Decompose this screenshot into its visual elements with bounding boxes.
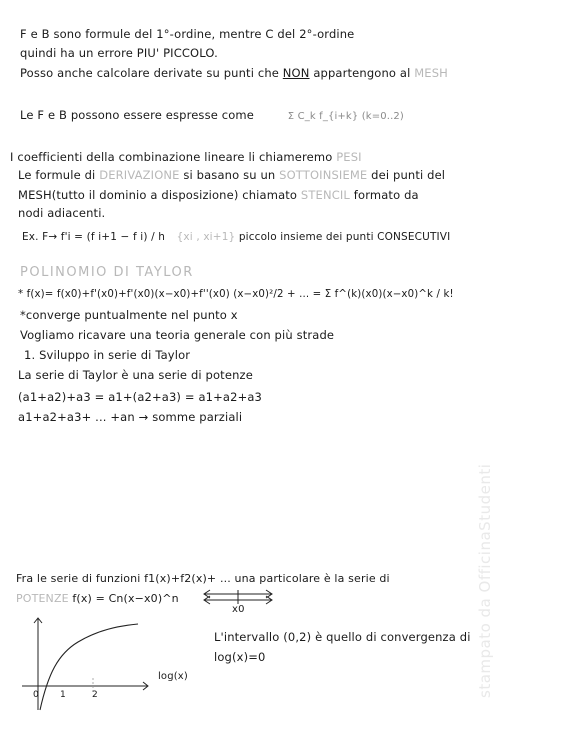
note-line-16: (a1+a2)+a3 = a1+(a2+a3) = a1+a2+a3 (18, 390, 263, 404)
note-line-2: quindi ha un errore PIU' PICCOLO. (20, 46, 218, 60)
note-line-5-pesi: PESI (336, 150, 362, 164)
note-line-3-not: NON (282, 66, 310, 80)
note-line-6-derivazione: DERIVAZIONE (99, 168, 180, 182)
note-line-19 (16, 592, 179, 606)
note-line-5-text: I coefficienti della combinazione lineare li chiameremo (10, 150, 337, 164)
note-line-6-e: dei punti del (367, 168, 446, 182)
note-line-6-c: si basano su un (179, 168, 280, 182)
note-line-6-sottoinsieme: SOTTOINSIEME (279, 168, 368, 182)
tick-label-1: 1 (60, 690, 66, 700)
note-line-3-mesh: MESH (414, 66, 448, 80)
taylor-heading: POLINOMIO DI TAYLOR (20, 265, 194, 280)
note-line-18: Fra le serie di funzioni f1(x)+f2(x)+ ... una particolare è la serie di (16, 572, 390, 585)
tick-label-0: 0 (33, 690, 39, 700)
note-line-6 (18, 168, 445, 182)
note-line-1: F e B sono formule del 1°-ordine, mentre C del 2°-ordine (20, 27, 355, 41)
note-line-9-set: {xi , xi+1} (176, 231, 236, 243)
note-line-3 (20, 66, 448, 80)
note-line-4-text: Le F e B possono essere espresse come (20, 108, 254, 122)
note-line-3-mid: appartengono al (309, 66, 415, 80)
note-line-4-formula: Σ C_k f_{i+k} (k=0..2) (287, 111, 404, 122)
graph-label: log(x) (158, 671, 188, 682)
watermark: stampato da OfficinaStudenti (476, 463, 494, 698)
note-line-13: Vogliamo ricavare una teoria generale con più strade (20, 328, 335, 342)
note-line-21: log(x)=0 (214, 650, 266, 664)
note-line-7-a: MESH(tutto il dominio a disposizione) chiamato (18, 188, 301, 202)
tick-label-2: 2 (92, 690, 98, 700)
note-line-3-text: Posso anche calcolare derivate su punti che (20, 66, 283, 80)
note-line-19-formula: f(x) = Cn(x−x0)^n (68, 592, 179, 605)
taylor-formula: * f(x)= f(x0)+f'(x0)+f'(x0)(x−x0)+f''(x0) (x−x0)²/2 + ... = Σ f^(k)(x0)(x−x0)^k / k! (18, 289, 454, 300)
note-line-12: *converge puntualmente nel punto x (20, 308, 238, 322)
note-line-14: 1. Sviluppo in serie di Taylor (24, 348, 191, 362)
note-line-20: L'intervallo (0,2) è quello di convergenza di (214, 630, 471, 644)
note-line-4 (20, 108, 404, 124)
note-line-9 (22, 230, 450, 244)
note-line-9-text: piccolo insieme dei punti CONSECUTIVI (235, 231, 451, 243)
x0-label: x0 (232, 604, 245, 615)
note-line-6-a: Le formule di (18, 168, 100, 182)
note-line-8: nodi adiacenti. (18, 206, 106, 220)
note-line-17: a1+a2+a3+ ... +an → somme parziali (18, 410, 243, 424)
note-line-5 (10, 150, 362, 164)
note-line-7 (18, 188, 419, 202)
note-line-19-potenze: POTENZE (16, 592, 69, 605)
note-line-7-c: formato da (350, 188, 419, 202)
note-line-9-formula: Ex. F→ f'i = (f i+1 − f i) / h (22, 231, 166, 243)
note-line-7-stencil: STENCIL (300, 188, 350, 202)
note-line-15: La serie di Taylor è una serie di potenze (18, 368, 253, 382)
